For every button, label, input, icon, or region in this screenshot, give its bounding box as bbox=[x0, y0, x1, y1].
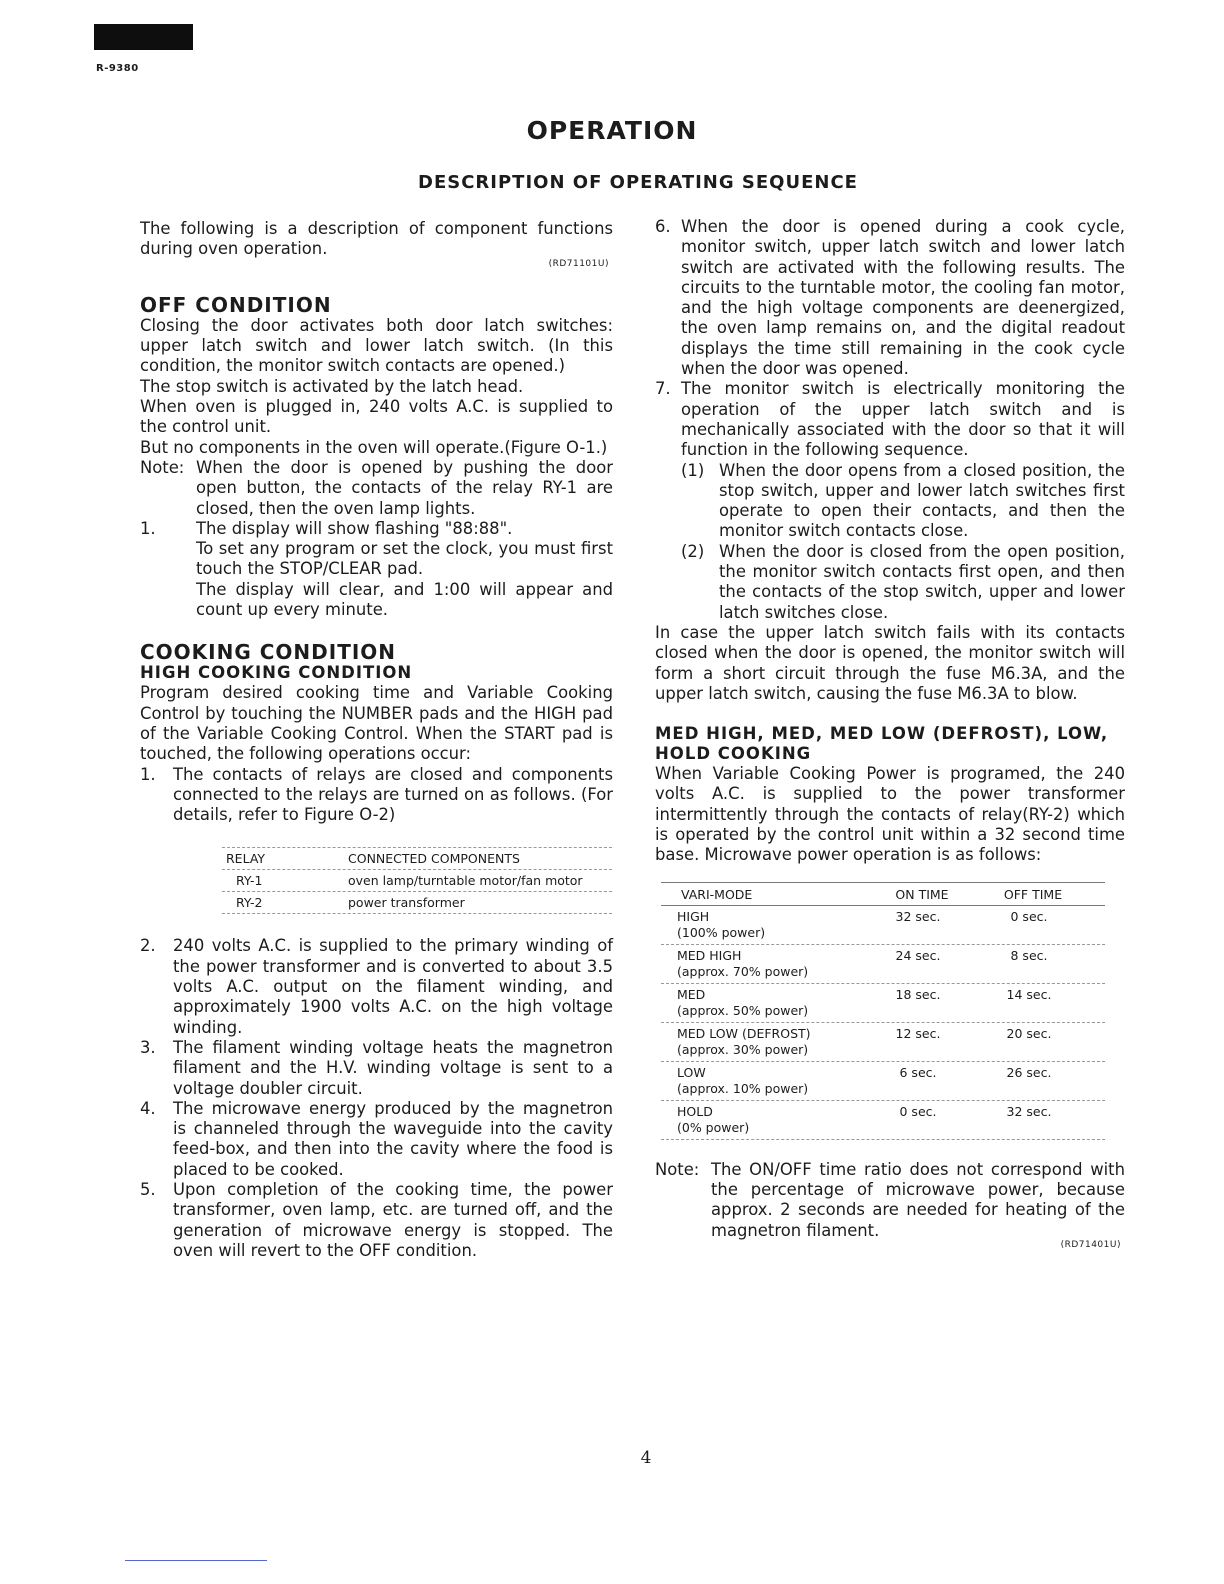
left-column bbox=[140, 219, 613, 1261]
off-time-cell: 0 sec. bbox=[1010, 908, 1048, 924]
component-cell: oven lamp/turntable motor/fan motor bbox=[348, 873, 583, 889]
off-condition-heading: OFF CONDITION bbox=[140, 292, 332, 317]
note-label: Note: bbox=[140, 457, 185, 477]
off-note bbox=[140, 458, 613, 519]
relay-header-components: CONNECTED COMPONENTS bbox=[348, 851, 520, 867]
mode-cell: HOLD bbox=[677, 1103, 713, 1119]
step-text: The filament winding voltage heats the magnetron filament and the H.V. winding voltage is sent to a voltage doubler circuit. bbox=[173, 1037, 613, 1098]
step-number: 3. bbox=[140, 1037, 156, 1057]
vari-table-header bbox=[661, 882, 1105, 906]
item-line: The display will clear, and 1:00 will appear and count up every minute. bbox=[196, 579, 613, 620]
vari-mode-table bbox=[661, 882, 1105, 1140]
cooking-step bbox=[140, 765, 613, 826]
mode-detail: (approx. 70% power) bbox=[677, 963, 809, 979]
mode-detail: (100% power) bbox=[677, 924, 766, 940]
mode-cell: MED LOW (DEFROST) bbox=[677, 1025, 811, 1041]
component-cell: power transformer bbox=[348, 895, 465, 911]
note-label: Note: bbox=[655, 1159, 700, 1179]
off-time-cell: 32 sec. bbox=[1006, 1103, 1052, 1119]
off-paragraph: When oven is plugged in, 240 volts A.C. is supplied to the control unit. bbox=[140, 397, 613, 437]
off-paragraph: Closing the door activates both door latch switches: upper latch switch and lower latch switch. (In this condition, the monitor switch contacts are opened.) bbox=[140, 315, 613, 376]
on-time-cell: 18 sec. bbox=[895, 986, 941, 1002]
mode-cell: HIGH bbox=[677, 908, 710, 924]
intro-code: (RD71101U) bbox=[548, 258, 609, 269]
vari-header-on: ON TIME bbox=[895, 886, 949, 902]
off-paragraph: The stop switch is activated by the latch head. bbox=[140, 376, 524, 396]
off-time-cell: 26 sec. bbox=[1006, 1064, 1052, 1080]
relay-header-relay: RELAY bbox=[226, 851, 266, 867]
relay-table bbox=[222, 847, 612, 914]
right-code: (RD71401U) bbox=[1060, 1239, 1121, 1250]
table-row bbox=[222, 870, 612, 892]
sub-item-number: (1) bbox=[681, 460, 705, 480]
item-line: To set any program or set the clock, you must first touch the STOP/CLEAR pad. bbox=[196, 539, 613, 579]
vari-header-mode: VARI-MODE bbox=[681, 886, 753, 902]
item-text: The monitor switch is electrically monitoring the operation of the upper latch switch and is mechanically associated with the door so that it will function in the following sequence. bbox=[681, 379, 1125, 460]
relay-cell: RY-2 bbox=[236, 895, 263, 911]
cooking-step bbox=[140, 1038, 613, 1099]
off-time-cell: 20 sec. bbox=[1006, 1025, 1052, 1041]
item-6 bbox=[655, 217, 1125, 379]
relay-cell: RY-1 bbox=[236, 873, 263, 889]
step-number: 4. bbox=[140, 1098, 156, 1118]
off-paragraph: But no components in the oven will operate.(Figure O-1.) bbox=[140, 437, 608, 457]
table-row bbox=[661, 945, 1105, 984]
note-text: When the door is opened by pushing the door open button, the contacts of the relay RY-1 are closed, then the oven lamp lights. bbox=[196, 457, 613, 518]
sub-item-number: (2) bbox=[681, 541, 705, 561]
high-cooking-subheading: HIGH COOKING CONDITION bbox=[140, 663, 413, 683]
on-time-cell: 0 sec. bbox=[899, 1103, 937, 1119]
table-row bbox=[661, 1101, 1105, 1140]
cooking-intro: Program desired cooking time and Variable Cooking Control by touching the NUMBER pads and the HIGH pad of the Variable Cooking Control. When the START pad is touched, the following operations occur: bbox=[140, 683, 613, 764]
med-paragraph: When Variable Cooking Power is programed, the 240 volts A.C. is supplied to the power transformer intermittently through the contacts of relay(RY-2) which is operated by the control unit within a 32 second time base. Microwave power operation is as follows: bbox=[655, 764, 1125, 865]
item-line: The display will show flashing "88:88". bbox=[196, 518, 513, 538]
item-number: 1. bbox=[140, 518, 156, 538]
step-number: 1. bbox=[140, 764, 156, 784]
item-text: When the door is opened during a cook cycle, monitor switch, upper latch switch and lower latch switch are activated with the following results. The circuits to the turntable motor, the cooling fan motor, and the high voltage components are deenergized, the oven lamp remains on, and the digital readout displays the time still remaining in the cook cycle when the door was opened. bbox=[681, 217, 1125, 379]
cooking-step bbox=[140, 1099, 613, 1180]
mode-cell: MED HIGH bbox=[677, 947, 742, 963]
step-number: 5. bbox=[140, 1179, 156, 1199]
step-number: 2. bbox=[140, 936, 156, 956]
mode-cell: LOW bbox=[677, 1064, 706, 1080]
cooking-step bbox=[140, 936, 613, 1037]
item-7 bbox=[655, 379, 1125, 623]
footer-rule bbox=[125, 1560, 267, 1561]
item-number: 7. bbox=[655, 379, 671, 399]
relay-table-header bbox=[222, 847, 612, 870]
header-black-tab bbox=[94, 24, 193, 50]
page-number: 4 bbox=[640, 1448, 652, 1468]
right-column bbox=[655, 217, 1125, 1255]
sub-item-text: When the door opens from a closed position, the stop switch, upper and lower latch switches first operate to open their contacts, and then the monitor switch contacts close. bbox=[719, 460, 1125, 541]
table-row bbox=[222, 892, 612, 914]
vari-note bbox=[655, 1160, 1125, 1241]
mode-detail: (approx. 10% power) bbox=[677, 1080, 809, 1096]
table-row bbox=[661, 906, 1105, 945]
med-heading-line-2: HOLD COOKING bbox=[655, 744, 812, 764]
sub-item-1 bbox=[681, 461, 1125, 542]
on-time-cell: 24 sec. bbox=[895, 947, 941, 963]
step-text: The contacts of relays are closed and components connected to the relays are turned on as follows. (For details, refer to Figure O-2) bbox=[173, 764, 613, 825]
on-time-cell: 12 sec. bbox=[895, 1025, 941, 1041]
table-row bbox=[661, 1023, 1105, 1062]
step-text: The microwave energy produced by the magnetron is channeled through the waveguide into the cavity feed-box, and then into the cavity where the food is placed to be cooked. bbox=[173, 1098, 613, 1179]
table-row bbox=[661, 1062, 1105, 1101]
cooking-step bbox=[140, 1180, 613, 1261]
note-text: The ON/OFF time ratio does not correspond with the percentage of microwave power, because approx. 2 seconds are needed for heating of the magnetron filament. bbox=[711, 1159, 1125, 1240]
off-time-cell: 14 sec. bbox=[1006, 986, 1052, 1002]
page-title: OPERATION bbox=[526, 116, 698, 145]
step-text: 240 volts A.C. is supplied to the primary winding of the power transformer and is converted to about 3.5 volts A.C. output on the filament winding, and approximately 1900 volts A.C. on the high voltage winding. bbox=[173, 936, 613, 1037]
on-time-cell: 32 sec. bbox=[895, 908, 941, 924]
sub-item-text: When the door is closed from the open position, the monitor switch contacts first open, and then the contacts of the stop switch, upper and lower latch switches close. bbox=[719, 541, 1125, 622]
fuse-paragraph: In case the upper latch switch fails with its contacts closed when the door is opened, the monitor switch will form a short circuit through the fuse M6.3A, and the upper latch switch, causing the fuse M6.3A to blow. bbox=[655, 622, 1125, 703]
step-text: Upon completion of the cooking time, the power transformer, oven lamp, etc. are turned off, and the generation of microwave energy is stopped. The oven will revert to the OFF condition. bbox=[173, 1179, 613, 1260]
intro-text: The following is a description of component functions during oven operation. bbox=[140, 219, 613, 259]
cooking-condition-heading: COOKING CONDITION bbox=[140, 640, 397, 665]
vari-header-off: OFF TIME bbox=[1003, 886, 1063, 902]
model-number: R-9380 bbox=[96, 63, 139, 74]
mode-cell: MED bbox=[677, 986, 706, 1002]
sub-item-2 bbox=[681, 542, 1125, 623]
med-heading-line-1: MED HIGH, MED, MED LOW (DEFROST), LOW, bbox=[655, 724, 1109, 744]
off-time-cell: 8 sec. bbox=[1010, 947, 1048, 963]
table-row bbox=[661, 984, 1105, 1023]
mode-detail: (approx. 50% power) bbox=[677, 1002, 809, 1018]
on-time-cell: 6 sec. bbox=[899, 1064, 937, 1080]
item-number: 6. bbox=[655, 217, 671, 236]
off-item-1 bbox=[140, 519, 613, 620]
mode-detail: (0% power) bbox=[677, 1119, 750, 1135]
page-subtitle: DESCRIPTION OF OPERATING SEQUENCE bbox=[418, 172, 858, 193]
mode-detail: (approx. 30% power) bbox=[677, 1041, 809, 1057]
